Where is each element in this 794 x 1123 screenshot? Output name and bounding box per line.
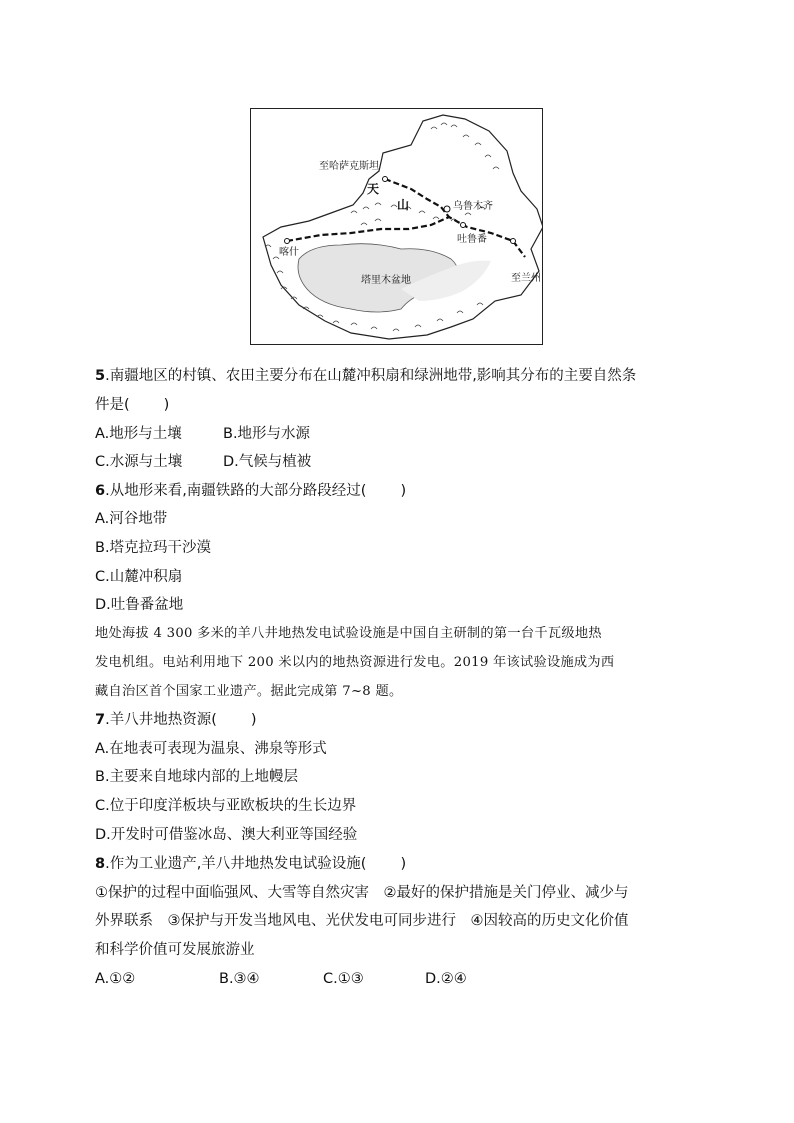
q6-close-paren: ) — [400, 483, 407, 499]
q7-option-d[interactable]: D.开发时可借鉴冰岛、澳大利亚等国经验 — [95, 827, 358, 843]
q5-stem-line1 — [95, 366, 705, 386]
q6-stem — [95, 481, 705, 501]
q8-stem-text: .作为工业遗产,羊八井地热发电试验设施( — [105, 856, 367, 872]
q7-option-c[interactable]: C.位于印度洋板块与亚欧板块的生长边界 — [95, 798, 357, 814]
label-turpan: 吐鲁番 — [457, 234, 487, 245]
q5-number: 5 — [95, 368, 106, 384]
q5-options-row2 — [95, 452, 705, 472]
q5-option-a[interactable]: A.地形与土壤 — [95, 426, 182, 442]
q7-close-paren: ) — [250, 712, 257, 728]
label-shan: 山 — [397, 198, 410, 212]
q6-stem-text: .从地形来看,南疆铁路的大部分路段经过( — [105, 483, 367, 499]
label-tian: 天 — [367, 182, 380, 196]
q7-stem-text: .羊八井地热资源( — [105, 712, 217, 728]
q5-option-b[interactable]: B.地形与水源 — [223, 426, 311, 442]
q5-stem-text: .南疆地区的村镇、农田主要分布在山麓冲积扇和绿洲地带,影响其分布的主要自然条 — [105, 368, 637, 384]
passage-line1: 地处海拔 4 300 多米的羊八井地热发电试验设施是中国自主研制的第一台千瓦级地热 — [95, 626, 602, 641]
q8-options-row — [95, 969, 705, 989]
q8-option-d[interactable]: D.②④ — [425, 971, 467, 987]
q8-stem — [95, 854, 705, 874]
q8-body-line3: 和科学价值可发展旅游业 — [95, 942, 255, 958]
label-tarim-basin: 塔里木盆地 — [361, 275, 411, 286]
q8-close-paren: ) — [400, 856, 407, 872]
label-lanzhou: 至兰州 — [511, 273, 541, 284]
q7-option-a[interactable]: A.在地表可表现为温泉、沸泉等形式 — [95, 741, 327, 757]
q6-option-d[interactable]: D.吐鲁番盆地 — [95, 597, 184, 613]
q8-body-line2: 外界联系 ③保护与开发当地风电、光伏发电可同步进行 ④因较高的历史文化价值 — [95, 913, 629, 929]
q5-option-d[interactable]: D.气候与植被 — [223, 454, 312, 470]
q8-option-a[interactable]: A.①② — [95, 971, 136, 987]
passage-line3: 藏自治区首个国家工业遗产。据此完成第 7~8 题。 — [95, 684, 403, 699]
label-kashgar: 喀什 — [279, 247, 299, 258]
xinjiang-map — [250, 108, 543, 345]
q7-option-b[interactable]: B.主要来自地球内部的上地幔层 — [95, 769, 299, 785]
q6-option-a[interactable]: A.河谷地带 — [95, 511, 168, 527]
q5-option-c[interactable]: C.水源与土壤 — [95, 454, 183, 470]
q5-close-paren: ) — [163, 397, 170, 413]
railway — [287, 179, 525, 257]
map-drawing — [251, 109, 543, 345]
q7-stem — [95, 710, 705, 730]
passage-line2: 发电机组。电站利用地下 200 米以内的地热资源进行发电。2019 年该试验设施成为西 — [95, 655, 615, 670]
q8-option-c[interactable]: C.①③ — [323, 971, 364, 987]
label-kazakhstan: 至哈萨克斯坦 — [319, 161, 379, 172]
label-urumqi: 乌鲁木齐 — [453, 201, 493, 212]
q8-number: 8 — [95, 856, 106, 872]
q5-stem-line2 — [95, 395, 705, 415]
q8-body-line1: ①保护的过程中面临强风、大雪等自然灾害 ②最好的保护措施是关门停业、减少与 — [95, 885, 629, 901]
q5-options-row1 — [95, 424, 705, 444]
q6-option-b[interactable]: B.塔克拉玛干沙漠 — [95, 540, 212, 556]
q7-number: 7 — [95, 712, 106, 728]
q6-number: 6 — [95, 483, 106, 499]
q5-stem-line2-text: 件是( — [95, 397, 130, 413]
q8-option-b[interactable]: B.③④ — [219, 971, 260, 987]
q6-option-c[interactable]: C.山麓冲积扇 — [95, 569, 183, 585]
